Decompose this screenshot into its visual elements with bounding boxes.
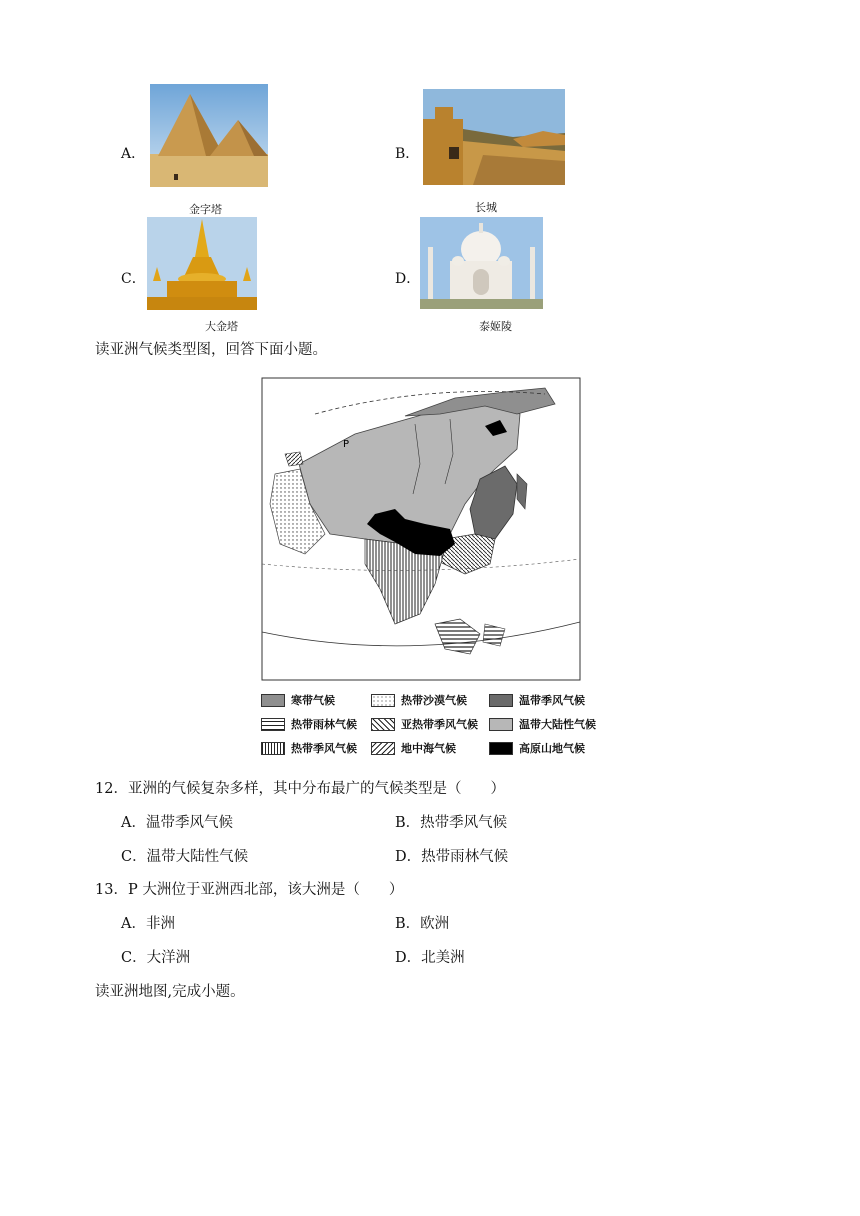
legend-swatch-temperate-continental bbox=[489, 718, 513, 731]
asia-climate-map bbox=[255, 374, 607, 758]
instruction-asia-map: 读亚洲地图,完成小题。 bbox=[95, 984, 245, 1000]
legend-swatch-tropical-desert bbox=[371, 694, 395, 707]
legend-polar bbox=[261, 692, 335, 708]
legend-label-subtropical-monsoon: 亚热带季风气候 bbox=[401, 718, 478, 731]
q12-option-a[interactable]: A．温带季风气候 bbox=[121, 815, 233, 831]
q12-option-d[interactable]: D．热带雨林气候 bbox=[395, 849, 509, 865]
legend-temperate-continental bbox=[489, 716, 596, 732]
q13-stem: 13．P 大洲位于亚洲西北部，该大洲是（ ） bbox=[95, 882, 404, 898]
legend-label-tropical-rainforest: 热带雨林气候 bbox=[291, 718, 357, 731]
option-d-letter: D． bbox=[395, 271, 421, 287]
legend-swatch-subtropical-monsoon bbox=[371, 718, 395, 731]
legend-label-polar: 寒带气候 bbox=[291, 694, 335, 707]
legend-label-temperate-monsoon: 温带季风气候 bbox=[519, 694, 585, 707]
legend-label-tropical-monsoon: 热带季风气候 bbox=[291, 742, 357, 755]
q13-option-c[interactable]: C．大洋洲 bbox=[121, 950, 191, 966]
option-d-caption: 泰姬陵 bbox=[479, 320, 512, 333]
option-a-caption: 金字塔 bbox=[189, 203, 222, 216]
option-c-letter: C． bbox=[121, 271, 146, 287]
q13-option-b[interactable]: B．欧洲 bbox=[395, 916, 450, 932]
option-b-caption: 长城 bbox=[475, 201, 497, 214]
legend-swatch-temperate-monsoon bbox=[489, 694, 513, 707]
q13-option-d[interactable]: D．北美洲 bbox=[395, 950, 465, 966]
option-b-letter: B． bbox=[395, 146, 420, 162]
q13-option-a[interactable]: A．非洲 bbox=[121, 916, 175, 932]
legend-subtropical-monsoon bbox=[371, 716, 478, 732]
legend-tropical-rainforest bbox=[261, 716, 357, 732]
legend-temperate-monsoon bbox=[489, 692, 585, 708]
legend-label-temperate-continental: 温带大陆性气候 bbox=[519, 718, 596, 731]
legend-tropical-desert bbox=[371, 692, 467, 708]
legend-mediterranean bbox=[371, 740, 456, 756]
q12-stem: 12．亚洲的气候复杂多样，其中分布最广的气候类型是（ ） bbox=[95, 781, 505, 797]
legend-label-mediterranean: 地中海气候 bbox=[401, 742, 456, 755]
option-a-letter: A． bbox=[121, 146, 146, 162]
legend-swatch-tropical-monsoon bbox=[261, 742, 285, 755]
great-wall-photo bbox=[423, 89, 565, 185]
q12-option-c[interactable]: C．温带大陆性气候 bbox=[121, 849, 249, 865]
legend-label-tropical-desert: 热带沙漠气候 bbox=[401, 694, 467, 707]
legend-tropical-monsoon bbox=[261, 740, 357, 756]
map-label-p: P bbox=[343, 439, 350, 450]
pyramid-photo bbox=[150, 84, 268, 187]
taj-mahal-photo bbox=[420, 217, 543, 309]
q12-option-b[interactable]: B．热带季风气候 bbox=[395, 815, 508, 831]
legend-swatch-tropical-rainforest bbox=[261, 718, 285, 731]
legend-label-highland: 高原山地气候 bbox=[519, 742, 585, 755]
option-c-caption: 大金塔 bbox=[205, 320, 238, 333]
instruction-climate-map: 读亚洲气候类型图，回答下面小题。 bbox=[95, 342, 327, 358]
legend-swatch-mediterranean bbox=[371, 742, 395, 755]
legend-swatch-polar bbox=[261, 694, 285, 707]
golden-pagoda-photo bbox=[147, 217, 257, 310]
legend-swatch-highland bbox=[489, 742, 513, 755]
legend-highland bbox=[489, 740, 585, 756]
